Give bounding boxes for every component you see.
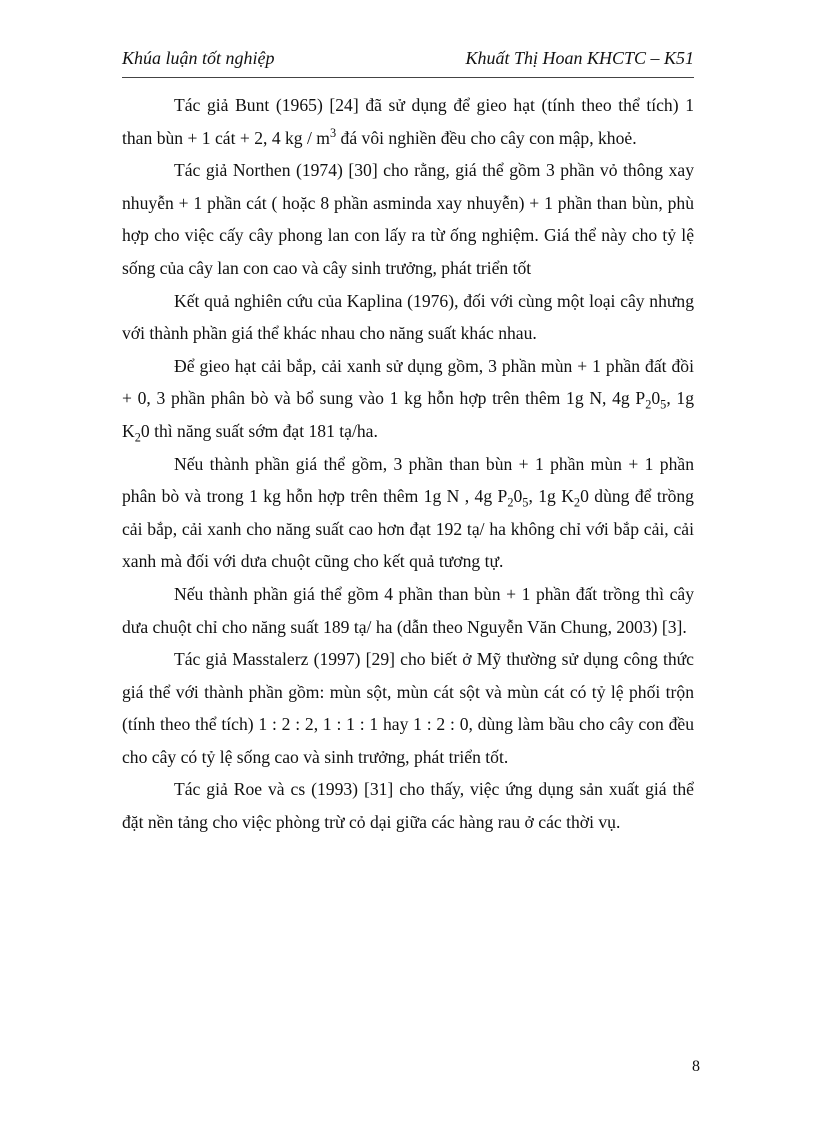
paragraph	[122, 773, 694, 838]
paragraph	[122, 285, 694, 350]
paragraph	[122, 154, 694, 284]
paragraph	[122, 448, 694, 578]
text-run: 0	[513, 486, 523, 507]
text-run: Kết quả nghiên cứu của Kaplina (1976), đối với cùng một loại cây nhưng với thành phần giá thể khác nhau cho năng suất khác nhau.	[122, 290, 694, 344]
text-run: 0 thì năng suất sớm đạt 181 tạ/ha.	[140, 420, 378, 441]
text-run: đá vôi nghiền đều cho cây con mập, khoẻ.	[336, 127, 637, 148]
text-run: Tác giả Masstalerz (1997) [29] cho biết ở Mỹ thường sử dụng công thức giá thể với thành phần gồm: mùn sột, mùn cát sột và mùn cát có tỷ lệ phối trộn (tính theo thể tích) 1 : 2 : 2, 1 : 1 : 1 hay 1 : 2 : 0, dùng làm bầu cho cây con đều cho cây có tỷ lệ sống cao và sinh trưởng, phát triển tốt.	[122, 649, 694, 767]
subscript: 2	[645, 397, 652, 412]
text-run: Nếu thành phần giá thể gồm, 3 phần than bùn + 1 phần mùn + 1 phần phân bò và trong 1 kg hỗn hợp trên thêm 1g N , 4g P	[122, 453, 694, 507]
subscript: 5	[660, 397, 667, 412]
subscript: 2	[507, 495, 514, 510]
text-run: Tác giả Roe và cs (1993) [31] cho thấy, việc ứng dụng sản xuất giá thể đặt nền tảng cho việc phòng trừ cỏ dại giữa các hàng rau ở các thời vụ.	[122, 779, 694, 833]
text-run: Tác giả Bunt (1965) [24] đã sử dụng để gieo hạt (tính theo thể tích) 1 than bùn + 1 cát + 2, 4 kg / m	[122, 95, 694, 148]
text-run: , 1g K	[528, 486, 574, 507]
text-run: 0	[651, 388, 661, 409]
paragraph	[122, 578, 694, 643]
paragraph	[122, 89, 694, 154]
paragraph	[122, 350, 694, 448]
paragraph	[122, 643, 694, 773]
text-run: Để gieo hạt cải bắp, cải xanh sử dụng gồm, 3 phần mùn + 1 phần đất đồi + 0, 3 phần phân bò và bổ sung vào 1 kg hỗn hợp trên thêm 1g N, 4g P	[122, 355, 694, 409]
text-run: , 1g K	[122, 388, 694, 441]
subscript: 2	[573, 495, 581, 510]
header-thesis-label: Khúa luận tốt nghiệp	[122, 48, 275, 68]
subscript: 5	[522, 495, 529, 510]
header-author-label: Khuất Thị Hoan KHCTC – K51	[465, 48, 694, 68]
superscript: 3	[329, 125, 337, 140]
text-run: Nếu thành phần giá thể gồm 4 phần than bùn + 1 phần đất trồng thì cây dưa chuột chỉ cho năng suất 189 tạ/ ha (dẫn theo Nguyễn Văn Chung, 2003) [3].	[122, 583, 694, 637]
body-text	[122, 89, 694, 839]
page-header	[122, 48, 694, 74]
subscript: 2	[134, 430, 141, 445]
page-number: 8	[692, 1058, 700, 1075]
text-run: 0 dùng để trồng cải bắp, cải xanh cho năng suất cao hơn đạt 192 tạ/ ha không chỉ với bắp cải, cải xanh mà đối với dưa chuột cũng cho kết quả tương tự.	[122, 486, 694, 572]
header-divider	[122, 77, 694, 78]
text-run: Tác giả Northen (1974) [30] cho rằng, giá thể gồm 3 phần vỏ thông xay nhuyễn + 1 phần cát ( hoặc 8 phần asminda xay nhuyễn) + 1 phần than bùn, phù hợp cho việc cấy cây phong lan con lấy ra từ ống nghiệm. Giá thể này cho tỷ lệ sống của cây lan con cao và cây sinh trưởng, phát triển tốt	[122, 160, 694, 278]
